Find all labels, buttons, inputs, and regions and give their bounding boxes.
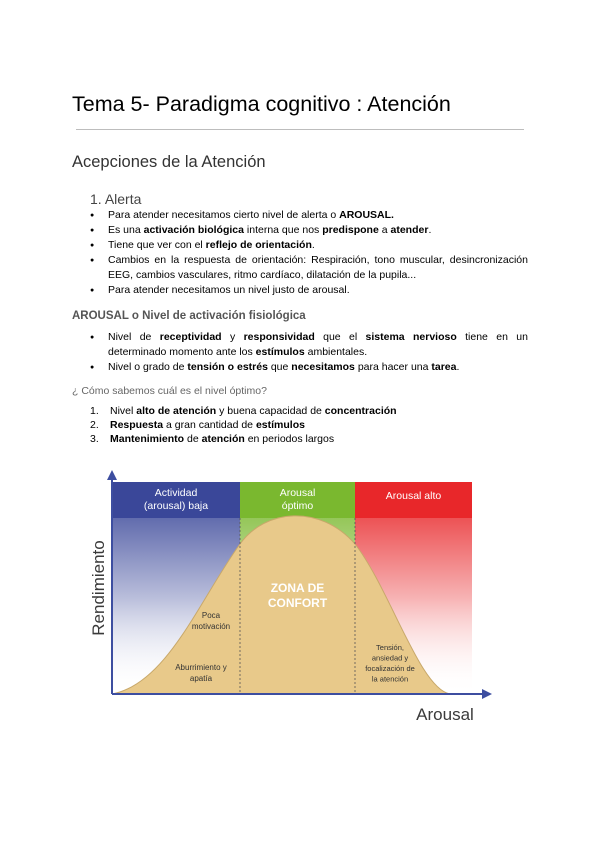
low-motivation-label-line: Poca <box>201 611 221 620</box>
bullet-item <box>90 283 528 298</box>
text-run: tiene en un determinado momento ante los <box>108 331 528 358</box>
low-motivation-label-line: motivación <box>191 622 231 631</box>
zone-low-label-line: (arousal) baja <box>143 500 209 512</box>
x-axis-label: Arousal <box>416 705 474 724</box>
zone-optimal-label-line: Arousal <box>279 487 316 499</box>
text-run: Nivel <box>110 405 137 417</box>
title-divider <box>76 129 524 130</box>
subsection-label: Alerta <box>104 191 142 207</box>
text-run: y buena capacidad de <box>216 405 325 417</box>
subsection-number: 1. <box>90 191 102 207</box>
text-run: ambientales. <box>304 346 368 358</box>
text-run: que el <box>314 331 366 343</box>
comfort-zone-label-line: CONFORT <box>267 596 328 610</box>
comfort-zone-label-line: ZONA DE <box>270 581 325 595</box>
optimal-criteria-list <box>90 404 510 446</box>
chart-svg <box>80 470 500 730</box>
bold-text: atender <box>390 224 429 236</box>
tension-label-line: focalización de <box>365 664 415 673</box>
bullet-item <box>90 238 528 253</box>
text-run: en periodos largos <box>244 433 335 445</box>
bold-text: tensión o estrés <box>187 361 268 373</box>
alerta-bullet-list <box>90 208 528 298</box>
arousal-heading: AROUSAL o Nivel de activación fisiológica <box>72 310 306 322</box>
bold-text: estímulos <box>255 346 305 358</box>
bold-text: necesitamos <box>291 361 355 373</box>
text-run: que <box>267 361 292 373</box>
bold-text: AROUSAL. <box>339 209 394 221</box>
bold-text: reflejo de orientación <box>205 239 312 251</box>
item-number: 1. <box>90 405 99 417</box>
zone-optimal-label-line: óptimo <box>281 500 314 512</box>
numbered-item <box>90 432 510 446</box>
zone-low-label-line: Actividad <box>154 487 198 499</box>
text-run: a <box>378 224 391 236</box>
bold-text: sistema nervioso <box>365 331 457 343</box>
subsection-title <box>90 191 141 207</box>
bold-text: receptividad <box>159 331 222 343</box>
text-run: interna que nos <box>243 224 323 236</box>
tension-label-line: la atención <box>371 674 409 684</box>
arousal-performance-chart <box>80 470 500 730</box>
text-run: Para atender necesitamos cierto nivel de alerta o <box>108 209 340 221</box>
item-number: 2. <box>90 419 99 431</box>
comfort-zone-label <box>268 581 328 610</box>
tension-label-line: Tensión, <box>376 643 404 652</box>
text-run: . <box>456 361 460 373</box>
text-run: Nivel de <box>108 331 160 343</box>
text-run: a gran cantidad de <box>163 419 256 431</box>
bold-text: activación biológica <box>143 224 244 236</box>
boredom-label-line: apatía <box>189 674 213 683</box>
bullet-item <box>90 208 528 223</box>
numbered-item <box>90 404 510 418</box>
bullet-item <box>90 330 528 360</box>
zone-high-label <box>386 490 442 502</box>
text-run: . <box>311 239 315 251</box>
optimal-question: ¿ Cómo sabemos cuál es el nivel óptimo? <box>72 385 267 397</box>
text-run: Para atender necesitamos un nivel justo de arousal. <box>108 284 350 296</box>
bold-text: atención <box>201 433 245 445</box>
zone-optimal-label <box>280 487 316 512</box>
bold-text: tarea <box>431 361 457 373</box>
bold-text: estímulos <box>255 419 305 431</box>
text-run: Cambios en la respuesta de orientación: Respiración, tono muscular, desincronización EEG, cambios vasculares, ritmo cardíaco, dilatación de la pupila... <box>108 254 528 281</box>
section-title: Acepciones de la Atención <box>72 153 266 171</box>
bullet-item <box>90 253 528 283</box>
bold-text: concentración <box>324 405 397 417</box>
page-title: Tema 5- Paradigma cognitivo : Atención <box>72 92 451 116</box>
bold-text: Mantenimiento <box>110 433 185 445</box>
tension-label-line: ansiedad y <box>371 653 409 663</box>
text-run: de <box>184 433 202 445</box>
arousal-bullet-list <box>90 330 528 375</box>
bullet-item <box>90 223 528 238</box>
numbered-item <box>90 418 510 432</box>
text-run: Es una <box>108 224 144 236</box>
bold-text: predispone <box>322 224 379 236</box>
boredom-label-line: Aburrimiento y <box>175 663 227 672</box>
text-run: Tiene que ver con el <box>108 239 206 251</box>
bold-text: Respuesta <box>110 419 164 431</box>
text-run: para hacer una <box>354 361 432 373</box>
bold-text: alto de atención <box>136 405 217 417</box>
x-axis-arrow <box>482 689 492 699</box>
item-number: 3. <box>90 433 99 445</box>
y-axis-arrow <box>107 470 117 480</box>
text-run: . <box>428 224 432 236</box>
bold-text: responsividad <box>243 331 315 343</box>
text-run: y <box>221 331 244 343</box>
text-run: Nivel o grado de <box>108 361 188 373</box>
zone-high-label-line: Arousal alto <box>385 490 442 502</box>
y-axis-label: Rendimiento <box>89 540 108 636</box>
bullet-item <box>90 360 528 375</box>
